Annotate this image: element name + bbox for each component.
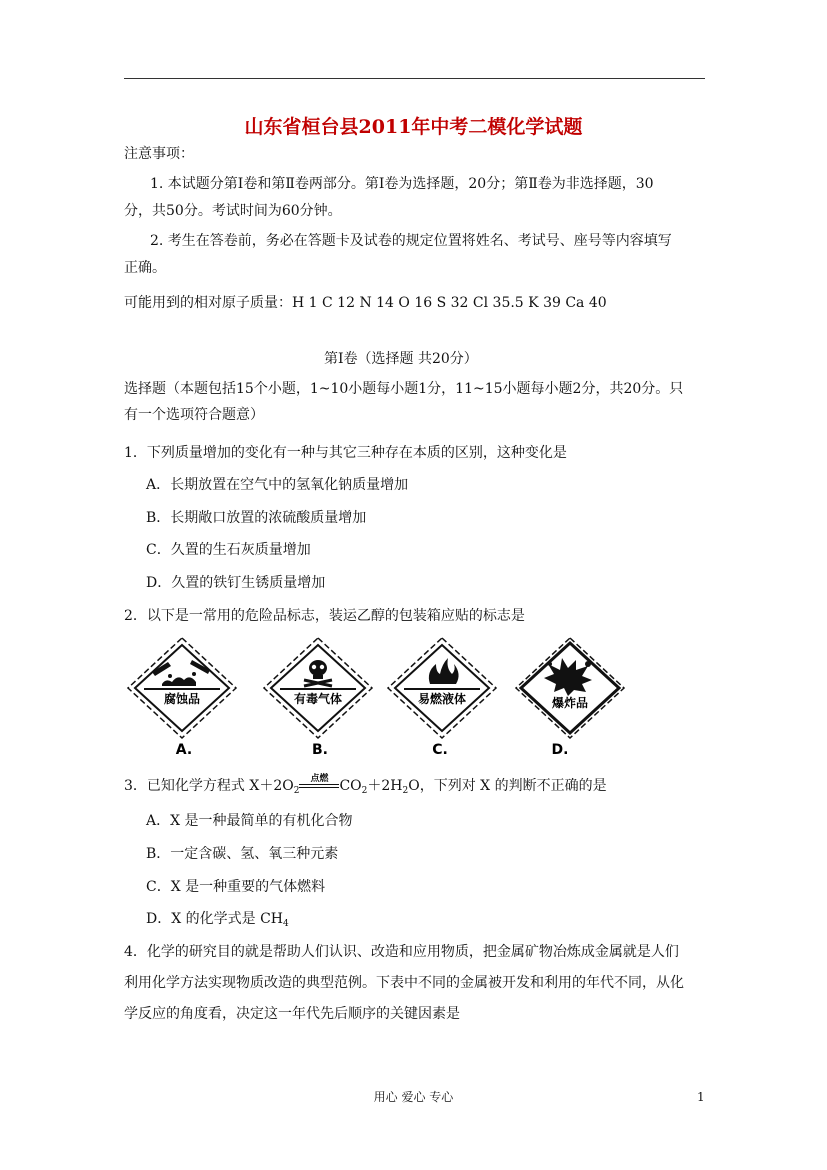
q4-line2: 利用化学方法实现物质改造的典型范例。下表中不同的金属被开发和利用的年代不同，从化 [124,975,684,991]
q3-option-d [146,910,289,928]
q3-option-d-sub: 4 [283,919,289,929]
q3-option-a: A．X 是一种最简单的有机化合物 [146,813,353,829]
sign-d-label: 爆炸品 [551,696,589,710]
q3-option-d-text: D．X 的化学式是 CH [146,911,284,927]
q3-condition: 点燃 [310,774,329,784]
header-rule [124,78,705,79]
footer-motto: 用心 爱心 专心 [373,1090,454,1104]
q1-option-b: B．长期敞口放置的浓硫酸质量增加 [146,510,367,526]
q4-line3: 学反应的角度看，决定这一年代先后顺序的关键因素是 [124,1006,460,1022]
q3-option-b: B．一定含碳、氢、氧三种元素 [146,846,339,862]
sign-d [516,638,624,758]
sign-c-label: 易燃液体 [417,692,467,706]
q1-option-d: D．久置的铁钉生锈质量增加 [146,575,326,591]
sign-a [128,638,236,758]
q3-co-sub: 2 [361,786,368,796]
sign-b-letter: B. [312,742,328,758]
skull-icon [304,660,332,686]
section1-heading: 第Ⅰ卷（选择题 共20分） [324,351,478,367]
explosion-icon [544,658,592,696]
hazard-signs-figure [124,634,644,760]
q3-stem-post: O，下列对 X 的判断不正确的是 [408,778,607,794]
q3-reaction-arrow [299,774,339,793]
page-title: 山东省桓台县2011年中考二模化学试题 [244,116,583,138]
sign-b-label: 有毒气体 [293,692,343,706]
q3-stem-pre: 3．已知化学方程式 X＋2O [124,778,294,794]
notice-item2-line1: 2. 考生在答卷前，务必在答题卡及试卷的规定位置将姓名、考试号、座号等内容填写 [150,233,672,249]
sign-b [264,638,372,758]
notice-item2-line2: 正确。 [124,260,166,276]
sign-a-label: 腐蚀品 [163,692,201,706]
sign-a-letter: A. [175,742,193,758]
notice-item1-line1: 1. 本试题分第Ⅰ卷和第Ⅱ卷两部分。第Ⅰ卷为选择题，20分；第Ⅱ卷为非选择题，30 [150,176,654,192]
section1-intro-line1: 选择题（本题包括15个小题，1~10小题每小题1分，11~15小题每小题2分，共20分。只 [124,381,684,397]
q3-o-sub: 2 [293,786,300,796]
sign-c-letter: C. [432,742,448,758]
q2-stem: 2．以下是一常用的危险品标志，装运乙醇的包装箱应贴的标志是 [124,608,525,624]
atomic-masses: 可能用到的相对原子质量：H 1 C 12 N 14 O 16 S 32 Cl 35.5 K 39 Ca 40 [124,295,607,311]
notice-item1-line2: 分，共50分。考试时间为60分钟。 [124,203,342,219]
q1-stem: 1．下列质量增加的变化有一种与其它三种存在本质的区别，这种变化是 [124,445,567,461]
q4-line1: 4．化学的研究目的就是帮助人们认识、改造和应用物质，把金属矿物冶炼成金属就是人们 [124,944,679,960]
q3-h-sub: 2 [402,786,409,796]
q3-co: CO [339,778,362,794]
q1-option-a: A．长期放置在空气中的氢氧化钠质量增加 [146,477,409,493]
sign-c [388,638,496,758]
section1-intro-line2: 有一个选项符合题意） [124,407,264,423]
sign-d-letter: D. [551,742,569,758]
q3-stem [124,774,607,796]
q1-option-c: C．久置的生石灰质量增加 [146,542,311,558]
notice-heading: 注意事项： [124,146,194,162]
flame-icon [429,658,459,684]
page-number: 1 [697,1090,705,1104]
q3-option-c: C．X 是一种重要的气体燃料 [146,879,326,895]
q3-plus-h: ＋2H [367,778,403,794]
